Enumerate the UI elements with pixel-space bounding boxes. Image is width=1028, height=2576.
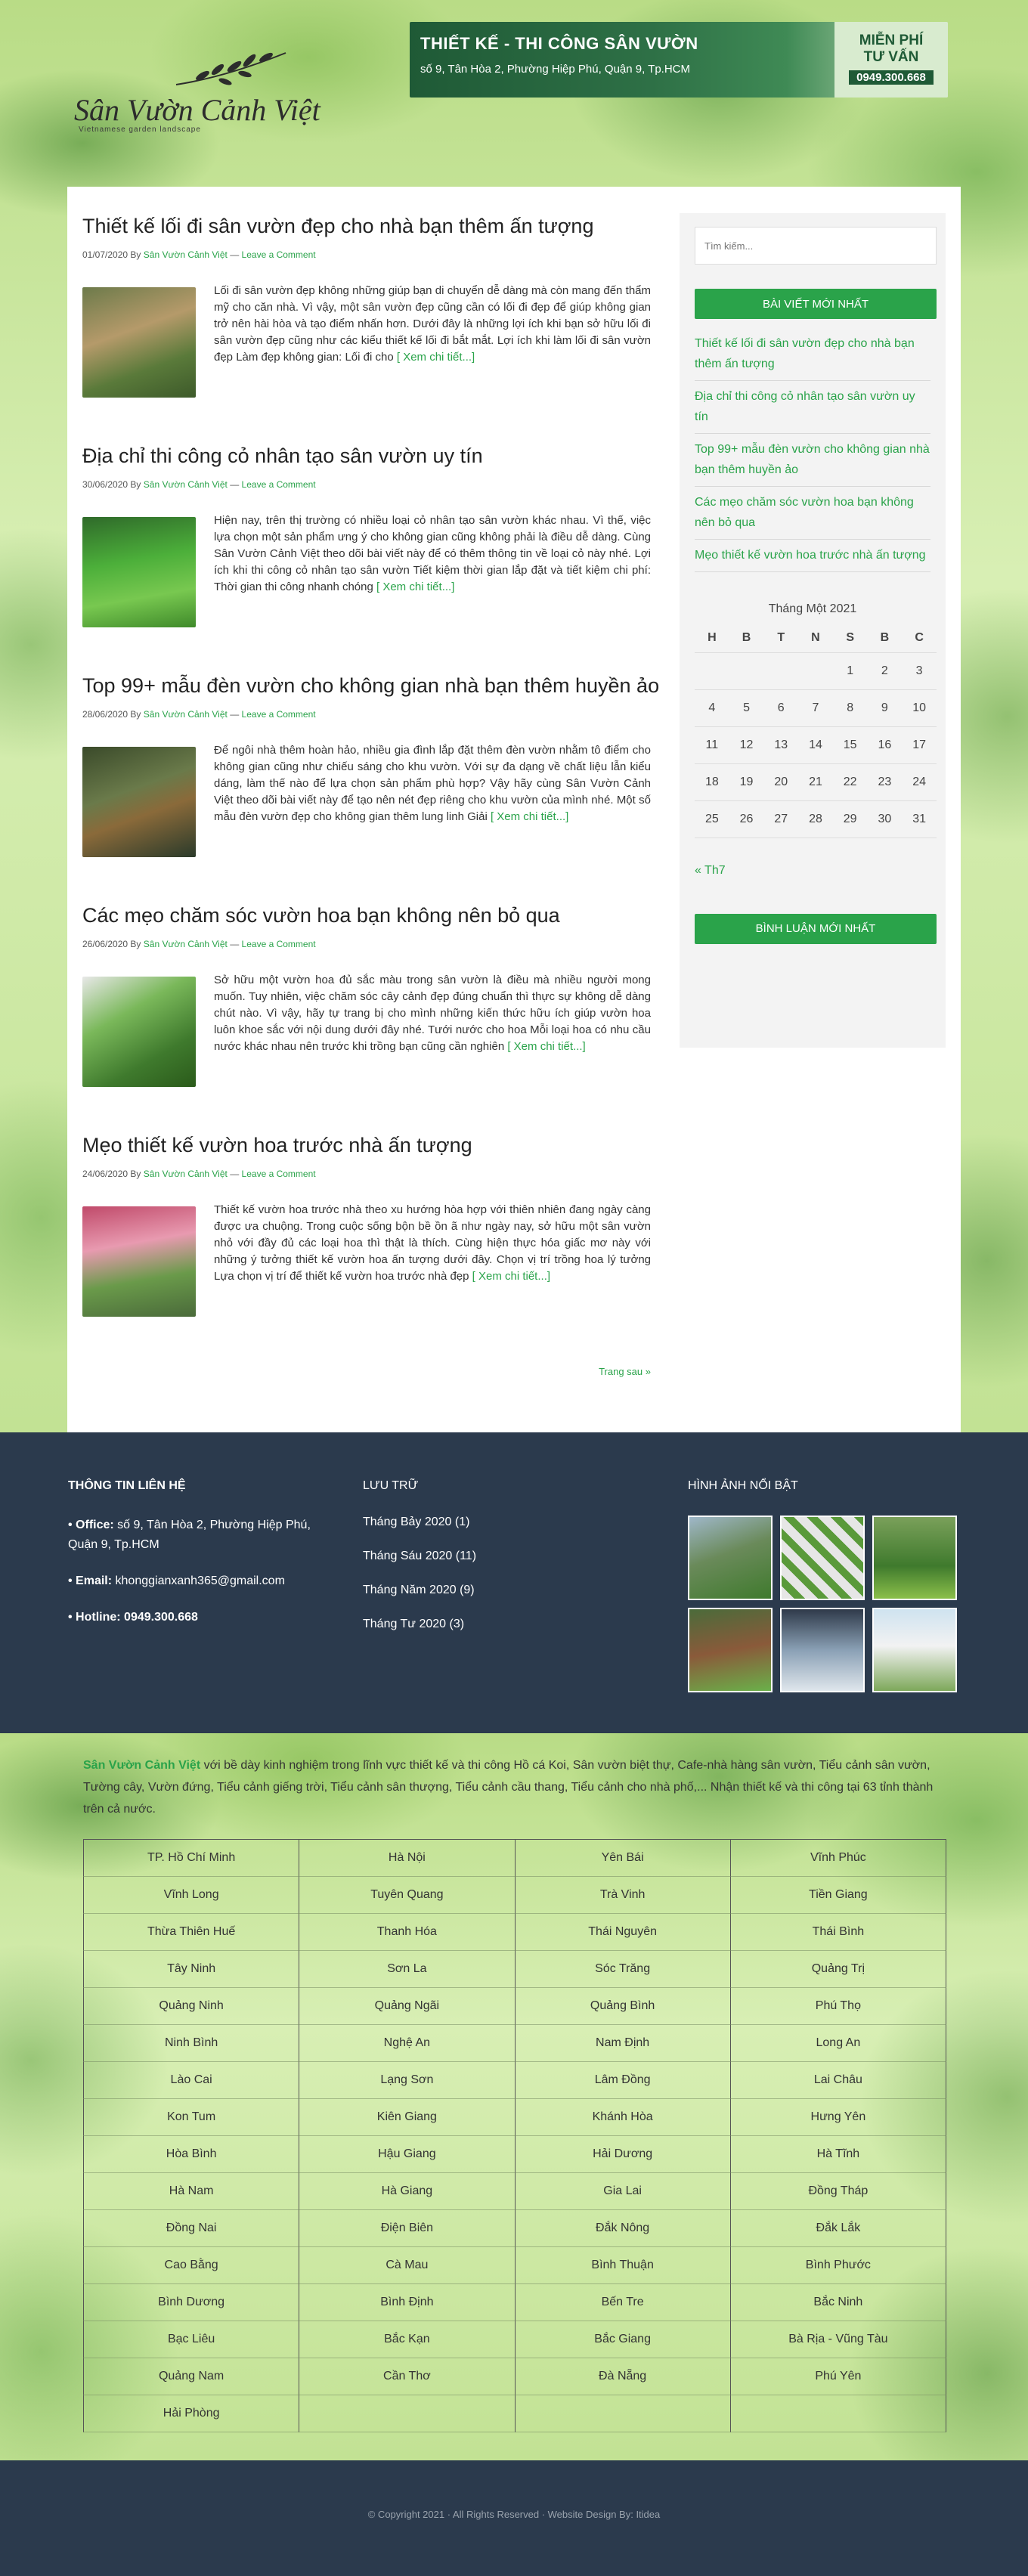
logo-subtitle: Vietnamese garden landscape	[79, 125, 201, 134]
calendar-day	[763, 652, 798, 689]
footer-archive-title: LƯU TRỮ	[363, 1479, 419, 1492]
province-cell	[515, 2395, 730, 2432]
recent-post-link[interactable]: Thiết kế lối đi sân vườn đẹp cho nhà bạn thêm ấn tượng	[695, 337, 915, 370]
calendar-day: 30	[868, 800, 903, 838]
footer-contact	[68, 1479, 325, 1644]
post-title[interactable]: Thiết kế lối đi sân vườn đẹp cho nhà bạn thêm ấn tượng	[82, 215, 594, 237]
post-meta	[82, 709, 651, 720]
calendar-day: 9	[868, 689, 903, 726]
province-cell[interactable]: Nam Định	[515, 2025, 730, 2062]
gallery-image[interactable]	[780, 1608, 865, 1692]
province-cell[interactable]: Đà Nẵng	[515, 2358, 730, 2395]
recent-post-link[interactable]: Mẹo thiết kế vườn hoa trước nhà ấn tượng	[695, 549, 926, 562]
post-meta	[82, 939, 651, 949]
calendar-caption: Tháng Một 2021	[768, 602, 857, 615]
post-comment-link[interactable]: Leave a Comment	[241, 939, 316, 949]
province-cell[interactable]: Vĩnh Phúc	[730, 1840, 946, 1877]
read-more-link[interactable]: [ Xem chi tiết...]	[396, 351, 475, 364]
province-cell[interactable]: Sơn La	[299, 1951, 515, 1988]
calendar-week-row	[695, 689, 937, 726]
recent-posts-list	[695, 328, 930, 572]
provinces-table	[83, 1839, 946, 2432]
calendar-prev-link[interactable]: « Th7	[695, 863, 726, 877]
gallery-image[interactable]	[780, 1516, 865, 1600]
calendar-day: 29	[833, 800, 868, 838]
post-by: By	[130, 249, 141, 260]
province-cell[interactable]: Cà Mau	[299, 2247, 515, 2284]
calendar-day: 15	[833, 726, 868, 763]
post-meta	[82, 479, 651, 490]
post-excerpt	[214, 283, 651, 366]
post-date: 30/06/2020	[82, 479, 128, 490]
table-row	[84, 2321, 946, 2358]
post-date: 01/07/2020	[82, 249, 128, 260]
post-body	[82, 972, 651, 1093]
post-comment-link[interactable]: Leave a Comment	[241, 249, 316, 260]
meta-separator: —	[230, 1169, 242, 1179]
calendar-day: 16	[868, 726, 903, 763]
footer-gallery	[688, 1479, 957, 1692]
province-cell[interactable]: Bình Phước	[730, 2247, 946, 2284]
provinces-section	[0, 1733, 1028, 2460]
post-author-link[interactable]: Sân Vườn Cảnh Việt	[143, 939, 228, 949]
province-cell[interactable]: Hà Tĩnh	[730, 2136, 946, 2173]
sidebar	[680, 213, 946, 1048]
post-title[interactable]: Các mẹo chăm sóc vườn hoa bạn không nên bỏ qua	[82, 904, 560, 927]
list-item	[363, 1618, 476, 1631]
meta-separator: —	[230, 479, 242, 490]
calendar-day: 12	[729, 726, 764, 763]
province-cell[interactable]: Long An	[730, 2025, 946, 2062]
province-cell[interactable]: Bình Thuận	[515, 2247, 730, 2284]
provinces-intro	[83, 1754, 946, 1820]
post-date: 28/06/2020	[82, 709, 128, 720]
province-cell[interactable]: Lai Châu	[730, 2062, 946, 2099]
list-item	[695, 487, 930, 540]
gallery-image[interactable]	[872, 1608, 957, 1692]
calendar-day: 22	[833, 763, 868, 800]
table-row	[84, 1877, 946, 1914]
calendar-day: 25	[695, 800, 729, 838]
post-by: By	[130, 939, 141, 949]
calendar-day: 4	[695, 689, 729, 726]
table-row	[84, 1840, 946, 1877]
table-row	[84, 2210, 946, 2247]
post-by: By	[130, 709, 141, 720]
province-cell[interactable]: Kon Tum	[84, 2099, 299, 2136]
province-cell[interactable]: Vĩnh Long	[84, 1877, 299, 1914]
calendar-day: 10	[902, 689, 937, 726]
province-cell[interactable]: Bắc Ninh	[730, 2284, 946, 2321]
calendar-day-header: T	[763, 624, 798, 652]
calendar-day: 2	[868, 652, 903, 689]
province-cell[interactable]: Khánh Hòa	[515, 2099, 730, 2136]
province-cell[interactable]: Hà Giang	[299, 2173, 515, 2210]
calendar-day: 13	[763, 726, 798, 763]
province-cell[interactable]: Hải Phòng	[84, 2395, 299, 2432]
post-excerpt	[214, 1202, 651, 1285]
email-value[interactable]: khonggianxanh365@gmail.com	[115, 1574, 285, 1587]
footer-archive	[363, 1479, 476, 1652]
recent-posts-button[interactable]: BÀI VIẾT MỚI NHẤT	[695, 289, 937, 319]
post-author-link[interactable]: Sân Vườn Cảnh Việt	[143, 709, 228, 720]
footer-office	[68, 1516, 325, 1555]
province-cell[interactable]: Yên Bái	[515, 1840, 730, 1877]
province-cell[interactable]: Hà Nội	[299, 1840, 515, 1877]
meta-separator: —	[230, 249, 242, 260]
read-more-link[interactable]: [ Xem chi tiết...]	[490, 810, 569, 823]
province-cell[interactable]: Lào Cai	[84, 2062, 299, 2099]
archive-link[interactable]: Tháng Sáu 2020 (11)	[363, 1550, 477, 1562]
recent-comments-button[interactable]: BÌNH LUẬN MỚI NHẤT	[695, 914, 937, 944]
province-cell[interactable]: Tây Ninh	[84, 1951, 299, 1988]
post-excerpt-text: Để ngôi nhà thêm hoàn hảo, nhiều gia đình lắp đặt thêm đèn vườn nhằm tô điểm cho không gian cũng như chiếu sáng cho khu vườn. Với sự đa dạng về chất liệu lẫn kiểu dáng, làm thế nào để lựa chọn sản phẩm phù hợp? Vậy hãy cùng Sân Vườn Cảnh Việt theo dõi bài viết này để tạo nên nét đẹp riêng cho khu vườn của mình nhé. Một số mẫu đèn vườn đẹp cho không gian thêm lung linh Giải	[214, 744, 651, 823]
province-cell[interactable]: Quảng Bình	[515, 1988, 730, 2025]
calendar-day: 23	[868, 763, 903, 800]
calendar	[695, 624, 937, 838]
office-label: • Office:	[68, 1519, 114, 1531]
province-cell[interactable]: Tuyên Quang	[299, 1877, 515, 1914]
post-item	[82, 673, 660, 903]
province-cell[interactable]: Đồng Tháp	[730, 2173, 946, 2210]
province-cell[interactable]: Bắc Kạn	[299, 2321, 515, 2358]
post-item	[82, 443, 651, 673]
calendar-day: 3	[902, 652, 937, 689]
province-cell[interactable]: Quảng Ngãi	[299, 1988, 515, 2025]
calendar-day: 14	[798, 726, 833, 763]
province-cell[interactable]: Trà Vinh	[515, 1877, 730, 1914]
recent-post-link[interactable]: Top 99+ mẫu đèn vườn cho không gian nhà bạn thêm huyền ảo	[695, 443, 930, 476]
table-row	[84, 2247, 946, 2284]
post-body	[82, 512, 651, 633]
province-cell[interactable]: Tiền Giang	[730, 1877, 946, 1914]
province-cell[interactable]: Cần Thơ	[299, 2358, 515, 2395]
province-cell[interactable]: Đắk Lắk	[730, 2210, 946, 2247]
footer-email	[68, 1571, 325, 1591]
calendar-day: 31	[902, 800, 937, 838]
calendar-day: 21	[798, 763, 833, 800]
table-row	[84, 2099, 946, 2136]
footer-contact-title: THÔNG TIN LIÊN HỆ	[68, 1479, 186, 1492]
province-cell[interactable]: Phú Thọ	[730, 1988, 946, 2025]
calendar-week-row	[695, 763, 937, 800]
list-item	[695, 328, 930, 381]
province-cell[interactable]: Sóc Trăng	[515, 1951, 730, 1988]
list-item	[363, 1516, 476, 1529]
calendar-day-header: B	[729, 624, 764, 652]
province-cell[interactable]: Thái Bình	[730, 1914, 946, 1951]
province-cell[interactable]: Lâm Đồng	[515, 2062, 730, 2099]
archive-link[interactable]: Tháng Năm 2020 (9)	[363, 1584, 475, 1596]
post-date: 26/06/2020	[82, 939, 128, 949]
post-body	[82, 283, 651, 404]
calendar-day-header: H	[695, 624, 729, 652]
hotline-label[interactable]: • Hotline: 0949.300.668	[68, 1611, 198, 1624]
table-row	[84, 1988, 946, 2025]
leaf-branch-icon	[172, 47, 293, 92]
province-cell[interactable]: Quảng Trị	[730, 1951, 946, 1988]
post-comment-link[interactable]: Leave a Comment	[241, 1169, 316, 1179]
recent-post-link[interactable]: Địa chỉ thi công cỏ nhân tạo sân vườn uy tín	[695, 390, 915, 423]
table-row	[84, 2025, 946, 2062]
footer-hotline	[68, 1608, 325, 1627]
post-title[interactable]: Mẹo thiết kế vườn hoa trước nhà ấn tượng	[82, 1134, 472, 1156]
province-cell[interactable]: Điện Biên	[299, 2210, 515, 2247]
provinces-brand[interactable]: Sân Vườn Cảnh Việt	[83, 1759, 201, 1772]
calendar-day: 7	[798, 689, 833, 726]
calendar-day	[695, 652, 729, 689]
site-logo[interactable]	[74, 47, 331, 138]
post-thumbnail[interactable]	[82, 517, 196, 627]
calendar-day: 20	[763, 763, 798, 800]
post-excerpt-text: Lối đi sân vườn đẹp không những giúp bạn di chuyển dễ dàng mà còn mang đến thẩm mỹ cho căn nhà. Vì vậy, một sân vườn đẹp cũng cần có lối đi đẹp để giúp không gian trở nên hài hòa và tạo điểm nhấn hơn. Dưới đây là những lợi ích khi bạn sở hữu lối đi sân vườn đẹp cũng như các kiểu thiết kế lối đi bắt mắt. Lợi ích khi làm lối đi sân vườn đẹp Làm đẹp không gian: Lối đi cho	[214, 284, 651, 364]
province-cell	[730, 2395, 946, 2432]
copyright-text: © Copyright 2021 · All Rights Reserved · Website Design By: Itidea	[367, 2509, 661, 2520]
search-input[interactable]	[695, 227, 937, 265]
calendar-day-header: B	[868, 624, 903, 652]
archive-link[interactable]: Tháng Tư 2020 (3)	[363, 1618, 465, 1630]
calendar-day: 27	[763, 800, 798, 838]
calendar-day: 24	[902, 763, 937, 800]
banner-phone: 0949.300.668	[849, 70, 934, 85]
email-label: • Email:	[68, 1574, 113, 1587]
read-more-link[interactable]: [ Xem chi tiết...]	[507, 1040, 586, 1053]
post-author-link[interactable]: Sân Vườn Cảnh Việt	[143, 1169, 228, 1179]
copyright-bar	[0, 2460, 1028, 2576]
table-row	[84, 2395, 946, 2432]
province-cell[interactable]: Bình Định	[299, 2284, 515, 2321]
next-page-link[interactable]: Trang sau »	[599, 1366, 651, 1377]
province-cell[interactable]: Bình Dương	[84, 2284, 299, 2321]
post-title[interactable]: Địa chỉ thi công cỏ nhân tạo sân vườn uy tín	[82, 444, 483, 467]
banner-address: số 9, Tân Hòa 2, Phường Hiệp Phú, Quận 9, Tp.HCM	[420, 63, 691, 76]
province-cell[interactable]: Hải Dương	[515, 2136, 730, 2173]
logo-title: Sân Vườn Cảnh Việt	[74, 93, 320, 127]
province-cell[interactable]: Gia Lai	[515, 2173, 730, 2210]
post-excerpt-text: Sở hữu một vườn hoa đủ sắc màu trong sân vườn là điều mà nhiều người mong muốn. Tuy nhiên, việc chăm sóc cây cảnh đẹp đúng chuẩn thì thực sự không dễ dàng chút nào. Vì vậy, hãy tự trang bị cho mình những kiến thức hữu ích giúp vườn hoa luôn khoe sắc với nội dung dưới đây nhé. Tưới nước cho hoa Mỗi loại hoa có nhu cầu nước khác nhau nên trước khi trồng bạn cũng cần nghiên	[214, 974, 651, 1053]
list-item	[695, 540, 930, 572]
post-list	[82, 213, 660, 1362]
post-item	[82, 213, 651, 443]
calendar-day: 5	[729, 689, 764, 726]
post-item	[82, 1132, 651, 1362]
post-by: By	[130, 1169, 141, 1179]
post-excerpt-text: Thiết kế vườn hoa trước nhà theo xu hướng hòa hợp với thiên nhiên đang ngày càng được ưa chuộng. Trong cuộc sống bộn bề ồn ã như ngày nay, sở hữu một sân vườn nhỏ với đầy đủ các loại hoa thì thật là thích. Cùng hiện thực hóa giấc mơ này với những ý tưởng thiết kế vườn hoa ấn tượng dưới đây. Chọn vị trí trồng hoa lý tưởng Lựa chọn vị trí để thiết kế vườn hoa trước nhà đẹp	[214, 1203, 651, 1283]
post-author-link[interactable]: Sân Vườn Cảnh Việt	[143, 249, 228, 260]
province-cell[interactable]: Bạc Liêu	[84, 2321, 299, 2358]
province-cell[interactable]: Phú Yên	[730, 2358, 946, 2395]
post-meta	[82, 249, 651, 260]
post-excerpt	[214, 512, 651, 596]
calendar-day: 26	[729, 800, 764, 838]
province-cell	[299, 2395, 515, 2432]
province-cell[interactable]: Lạng Sơn	[299, 2062, 515, 2099]
province-cell[interactable]: TP. Hồ Chí Minh	[84, 1840, 299, 1877]
footer-gallery-title: HÌNH ẢNH NỔI BẬT	[688, 1479, 798, 1492]
province-cell[interactable]: Ninh Bình	[84, 2025, 299, 2062]
calendar-day: 6	[763, 689, 798, 726]
table-row	[84, 2173, 946, 2210]
post-date: 24/06/2020	[82, 1169, 128, 1179]
calendar-day-header: C	[902, 624, 937, 652]
post-comment-link[interactable]: Leave a Comment	[241, 479, 316, 490]
table-row	[84, 1951, 946, 1988]
province-cell[interactable]: Thanh Hóa	[299, 1914, 515, 1951]
post-body	[82, 742, 651, 863]
province-cell[interactable]: Đồng Nai	[84, 2210, 299, 2247]
province-cell[interactable]: Bến Tre	[515, 2284, 730, 2321]
banner-title: THIẾT KẾ - THI CÔNG SÂN VƯỜN	[420, 34, 698, 53]
calendar-day: 11	[695, 726, 729, 763]
banner-cta-line1: MIỄN PHÍ	[859, 33, 924, 48]
province-cell[interactable]: Quảng Ninh	[84, 1988, 299, 2025]
province-cell[interactable]: Bắc Giang	[515, 2321, 730, 2358]
post-thumbnail[interactable]	[82, 1206, 196, 1317]
calendar-day-header: S	[833, 624, 868, 652]
post-excerpt	[214, 972, 651, 1055]
post-meta	[82, 1169, 651, 1179]
list-item	[695, 381, 930, 434]
post-thumbnail[interactable]	[82, 287, 196, 398]
post-by: By	[130, 479, 141, 490]
province-cell[interactable]: Thái Nguyên	[515, 1914, 730, 1951]
meta-separator: —	[230, 939, 242, 949]
calendar-day: 1	[833, 652, 868, 689]
table-row	[84, 1914, 946, 1951]
archive-link[interactable]: Tháng Bảy 2020 (1)	[363, 1516, 470, 1528]
banner-cta-line2: TƯ VẤN	[863, 49, 919, 65]
calendar-day	[798, 652, 833, 689]
read-more-link[interactable]: [ Xem chi tiết...]	[472, 1270, 551, 1283]
read-more-link[interactable]: [ Xem chi tiết...]	[376, 581, 455, 593]
post-excerpt-text: Hiện nay, trên thị trường có nhiều loại cỏ nhân tạo sân vườn khác nhau. Vì thế, việc lựa chọn một sản phẩm ưng ý cho không gian cũng không phải là điều dễ dàng. Cùng Sân Vườn Cảnh Việt theo dõi bài viết này để có thêm thông tin về loại cỏ này nhé. Lợi ích khi thi công cỏ nhân tạo sân vườn Tiết kiệm thời gian lắp đặt và tiết kiệm chi phí: Thời gian thi công nhanh chóng	[214, 514, 651, 593]
calendar-day: 19	[729, 763, 764, 800]
province-cell[interactable]: Quảng Nam	[84, 2358, 299, 2395]
province-cell[interactable]: Cao Bằng	[84, 2247, 299, 2284]
province-cell[interactable]: Đắk Nông	[515, 2210, 730, 2247]
calendar-day: 18	[695, 763, 729, 800]
post-comment-link[interactable]: Leave a Comment	[241, 709, 316, 720]
post-thumbnail[interactable]	[82, 977, 196, 1087]
content-container	[67, 187, 961, 1432]
post-thumbnail[interactable]	[82, 747, 196, 857]
province-cell[interactable]: Bà Rịa - Vũng Tàu	[730, 2321, 946, 2358]
calendar-header-row	[695, 624, 937, 652]
calendar-day: 17	[902, 726, 937, 763]
provinces-intro-text: với bề dày kinh nghiệm trong lĩnh vực thiết kế và thi công Hồ cá Koi, Sân vườn biệt thự, Cafe-nhà hàng sân vườn, Tiểu cảnh sân vườn, Tường cây, Vườn đứng, Tiểu cảnh giếng trời, Tiểu cảnh sân thượng, Tiểu cảnh cầu thang, Tiểu cảnh cho nhà phố,... Nhận thiết kế và thi công tại 63 tỉnh thành trên cả nước.	[83, 1759, 934, 1816]
table-row	[84, 2136, 946, 2173]
calendar-day: 28	[798, 800, 833, 838]
gallery-image[interactable]	[688, 1608, 773, 1692]
calendar-week-row	[695, 726, 937, 763]
gallery-image[interactable]	[688, 1516, 773, 1600]
calendar-day: 8	[833, 689, 868, 726]
list-item	[363, 1550, 476, 1563]
province-cell[interactable]: Hòa Bình	[84, 2136, 299, 2173]
province-cell[interactable]: Thừa Thiên Huế	[84, 1914, 299, 1951]
province-cell[interactable]: Hậu Giang	[299, 2136, 515, 2173]
meta-separator: —	[230, 709, 242, 720]
table-row	[84, 2284, 946, 2321]
post-author-link[interactable]: Sân Vườn Cảnh Việt	[143, 479, 228, 490]
office-value: số 9, Tân Hòa 2, Phường Hiệp Phú, Quận 9, Tp.HCM	[68, 1519, 311, 1551]
table-row	[84, 2062, 946, 2099]
recent-post-link[interactable]: Các mẹo chăm sóc vườn hoa bạn không nên bỏ qua	[695, 496, 914, 529]
post-excerpt	[214, 742, 651, 825]
province-cell[interactable]: Hà Nam	[84, 2173, 299, 2210]
list-item	[695, 434, 930, 487]
table-row	[84, 2358, 946, 2395]
banner-cta	[834, 22, 948, 98]
footer-widgets	[0, 1432, 1028, 1733]
post-body	[82, 1202, 651, 1323]
post-item	[82, 903, 651, 1132]
calendar-day	[729, 652, 764, 689]
list-item	[363, 1584, 476, 1597]
calendar-day-header: N	[798, 624, 833, 652]
gallery-image[interactable]	[872, 1516, 957, 1600]
post-title[interactable]: Top 99+ mẫu đèn vườn cho không gian nhà bạn thêm huyền ảo	[82, 674, 660, 697]
calendar-week-row	[695, 800, 937, 838]
gallery-grid	[688, 1516, 957, 1692]
province-cell[interactable]: Hưng Yên	[730, 2099, 946, 2136]
header-banner[interactable]	[410, 22, 948, 98]
province-cell[interactable]: Kiên Giang	[299, 2099, 515, 2136]
province-cell[interactable]: Nghệ An	[299, 2025, 515, 2062]
calendar-week-row	[695, 652, 937, 689]
